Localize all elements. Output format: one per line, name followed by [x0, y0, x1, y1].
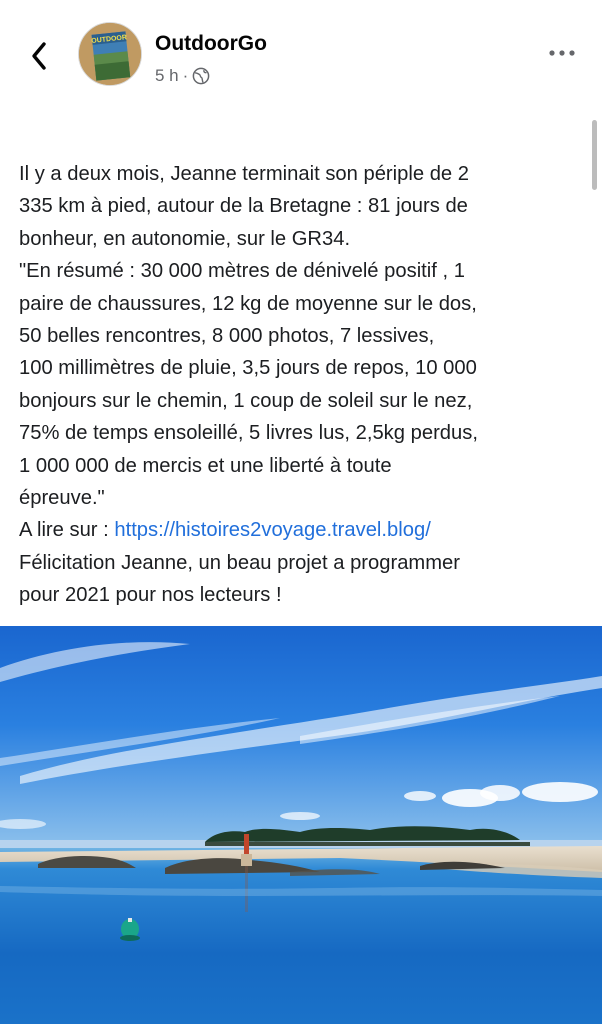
page-avatar[interactable]	[78, 22, 142, 86]
magazine-cover-image	[79, 23, 142, 86]
post-line: Félicitation Jeanne, un beau projet a programmer	[19, 551, 461, 574]
post-line: paire de chaussures, 12 kg de moyenne sur le dos,	[19, 292, 477, 315]
back-button[interactable]	[22, 36, 56, 76]
post-header	[0, 0, 602, 110]
post-line: bonheur, en autonomie, sur le GR34.	[19, 227, 351, 250]
meta-separator: ·	[182, 66, 189, 85]
post-text	[19, 158, 587, 612]
more-options-button[interactable]	[544, 38, 580, 68]
post-line: 50 belles rencontres, 8 000 photos, 7 lessives,	[19, 325, 435, 348]
read-prefix: A lire sur :	[19, 519, 115, 542]
chevron-left-icon	[29, 41, 49, 71]
scrollbar[interactable]	[592, 120, 597, 190]
post-meta	[155, 66, 210, 86]
post-line: "En résumé : 30 000 mètres de dénivelé positif , 1	[19, 260, 465, 283]
avatar-title: OUTDOOR	[91, 34, 128, 45]
post-line: 100 millimètres de pluie, 3,5 jours de repos, 10 000	[19, 357, 477, 380]
more-horizontal-icon	[547, 49, 577, 57]
post-line: Il y a deux mois, Jeanne terminait son périple de 2	[19, 163, 469, 185]
globe-icon[interactable]	[192, 67, 210, 85]
post-line: pour 2021 pour nos lecteurs !	[19, 584, 282, 607]
read-more-line	[19, 514, 587, 546]
post-line: 335 km à pied, autour de la Bretagne : 81 jours de	[19, 195, 468, 218]
post-time[interactable]: 5 h	[155, 66, 179, 85]
post-line: 1 000 000 de mercis et une liberté à toute	[19, 454, 392, 477]
post-line: 75% de temps ensoleillé, 5 livres lus, 2,5kg perdus,	[19, 422, 478, 445]
post-photo[interactable]	[0, 626, 602, 1024]
post-line: épreuve."	[19, 487, 105, 510]
blog-link[interactable]: https://histoires2voyage.travel.blog/	[114, 519, 431, 542]
page-name[interactable]: OutdoorGo	[155, 32, 267, 55]
post-line: bonjours sur le chemin, 1 coup de soleil sur le nez,	[19, 389, 473, 412]
